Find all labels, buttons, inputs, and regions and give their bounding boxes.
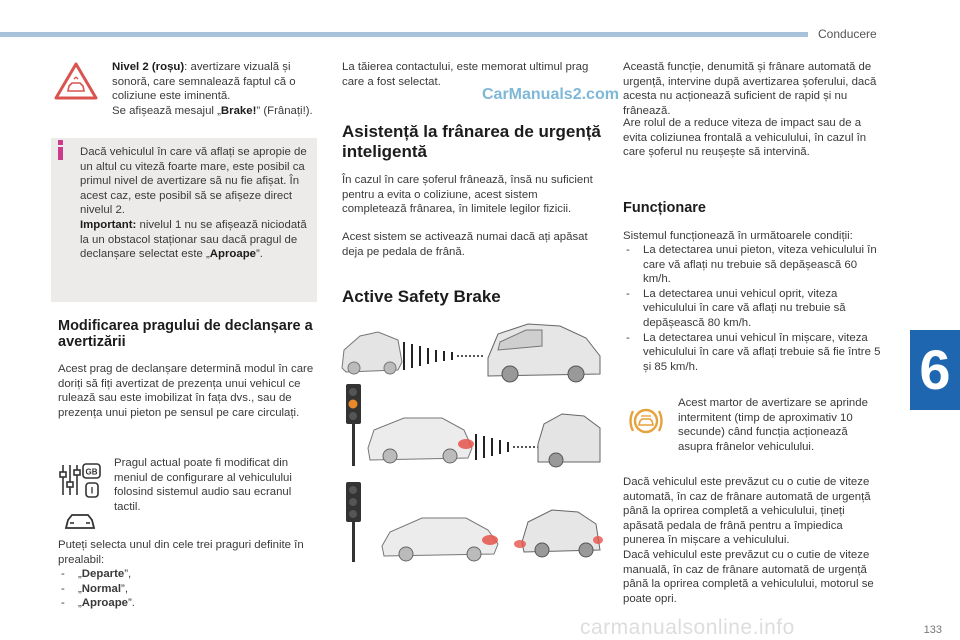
emergency-braking-paragraph: În cazul în care șoferul frânează, însă nu suficient pentru a evita o coliziune, acest sistem completează frânarea, în limitele legilor fizicii. — [342, 174, 593, 216]
operation-conditions-list — [623, 243, 886, 374]
scene-3 — [346, 482, 603, 562]
important-label: Important: — [80, 218, 137, 231]
scene-1 — [342, 324, 600, 382]
automatic-gearbox-paragraph: Dacă vehiculul este prevăzut cu o cutie de viteze automată, în caz de frânare automată de urgență până la oprirea completă a vehiculului, țineți apăsată pedala de frână pentru a împiedica punerea în mișcare a vehiculului. — [623, 476, 871, 547]
quote-close: ”. — [128, 597, 135, 610]
threshold-menu-paragraph: Pragul actual poate fi modificat din meniul de configurare al vehiculului folosind sistemul audio sau ecranul tactil. — [114, 457, 292, 513]
aeb-purpose: Are rolul de a reduce viteza de impact sau de a evita coliziunea frontală a vehiculului, în cazul în care șoferul nu reușește să intervină. — [623, 117, 867, 159]
operation-conditions-intro: Sistemul funcționează în următoarele condiții: — [623, 230, 853, 242]
aproape-label: Aproape — [209, 248, 256, 261]
condition-item: - La detectarea unui vehicul oprit, viteza vehiculului în care vă aflați nu trebuie să depășească 80 km/h. — [623, 287, 886, 331]
option-label: Normal — [81, 582, 122, 595]
touchscreen-car-icon — [60, 506, 100, 534]
level2-text: : avertizare vizuală și sonoră, care semnalează faptul că o coliziune este iminentă. — [112, 61, 296, 103]
quote-open: „ — [78, 582, 82, 595]
option-normal — [58, 582, 318, 597]
chapter-tab: 6 — [910, 330, 960, 410]
memory-paragraph: La tăierea contactului, este memorat ultimul prag care a fost selectat. — [342, 61, 589, 88]
watermark-bottom: carmanualsonline.info — [580, 616, 795, 639]
header-bar — [0, 32, 808, 37]
section-title: Conducere — [818, 27, 877, 41]
threshold-paragraph: Acest prag de declanșare determină modul în care doriți să fiți avertizat de prezența unui vehicul ce rulează sau este imobilizat în fața dvs., sau de prezența unui pieton pe sensul pe care circulați. — [58, 363, 314, 419]
active-safety-brake-illustration — [338, 318, 604, 580]
info-paragraph-2: nivelul 1 nu se afișează niciodată la un obstacol staționar sau dacă pragul de declanșare selectat este „ — [80, 218, 307, 261]
quote-close: ”, — [124, 568, 132, 580]
aeb-description: Această funcție, denumită și frânare automată de urgență, intervine după avertizarea șoferului, dacă acesta nu acționează suficient de rapid și nu frânează. — [623, 61, 877, 117]
condition-item: - La detectarea unui vehicul în mișcare, viteza vehiculului în care vă aflați trebuie să fie între 5 și 85 km/h. — [623, 331, 886, 375]
quote-open: „ — [78, 597, 82, 610]
active-safety-brake-heading: Active Safety Brake — [342, 287, 501, 306]
quote-open: „ — [78, 568, 82, 580]
quote-close: ”, — [121, 582, 129, 595]
manual-gearbox-paragraph: Dacă vehiculul este prevăzut cu o cutie de viteze manuală, în caz de frânare automată de urgență până la oprirea completă a vehiculului, motorul se poate opri. — [623, 549, 874, 605]
braking-warning-lamp-icon — [626, 404, 666, 438]
level2-msg-post: ” (Frânați!). — [256, 104, 313, 117]
info-paragraph-end: ”. — [256, 248, 263, 261]
brake-message: Brake! — [220, 104, 257, 117]
info-icon-dot — [58, 140, 63, 145]
page-number: 133 — [923, 624, 942, 636]
warning-lamp-paragraph: Acest martor de avertizare se aprinde intermitent (timp de aproximativ 10 secunde) când funcția acționează asupra frânelor vehiculului. — [678, 397, 868, 453]
emergency-braking-heading: Asistență la frânarea de urgență inteligentă — [342, 122, 601, 161]
threshold-heading: Modificarea pragului de declanșare a avertizării — [58, 318, 313, 350]
level2-title: Nivel 2 (roșu) — [112, 61, 185, 73]
i-label: I — [90, 485, 94, 496]
level2-description — [112, 60, 317, 118]
scene-2 — [346, 384, 600, 467]
info-text — [80, 145, 312, 262]
settings-sliders-icon — [58, 462, 102, 500]
option-aproape — [58, 596, 318, 611]
emergency-braking-activation: Acest sistem se activează numai dacă ați apăsat deja pe pedala de frână. — [342, 231, 588, 258]
operation-heading: Funcționare — [623, 200, 706, 216]
condition-item: - La detectarea unui pieton, viteza vehiculului în care vă aflați nu trebuie să depășească 60 km/h. — [623, 243, 886, 287]
option-label: Departe — [81, 568, 125, 580]
info-icon — [58, 147, 63, 160]
option-departe — [58, 567, 318, 582]
option-label: Aproape — [81, 597, 128, 610]
threshold-options-intro: Puteți selecta unul din cele trei praguri definite în prealabil: — [58, 539, 304, 566]
info-paragraph: Dacă vehiculul în care vă aflați se apropie de un altul cu viteză foarte mare, este posibil ca primul nivel de avertizare să nu fie afișat. În acest caz, este posibil să se afișeze direct nivelul 2. — [80, 146, 307, 217]
watermark-top: CarManuals2.com — [482, 86, 619, 103]
threshold-options-list — [58, 567, 318, 611]
gb-label: GB — [85, 467, 98, 477]
collision-warning-red-icon — [52, 58, 100, 106]
level2-msg-pre: Se afișează mesajul „ — [112, 104, 221, 117]
